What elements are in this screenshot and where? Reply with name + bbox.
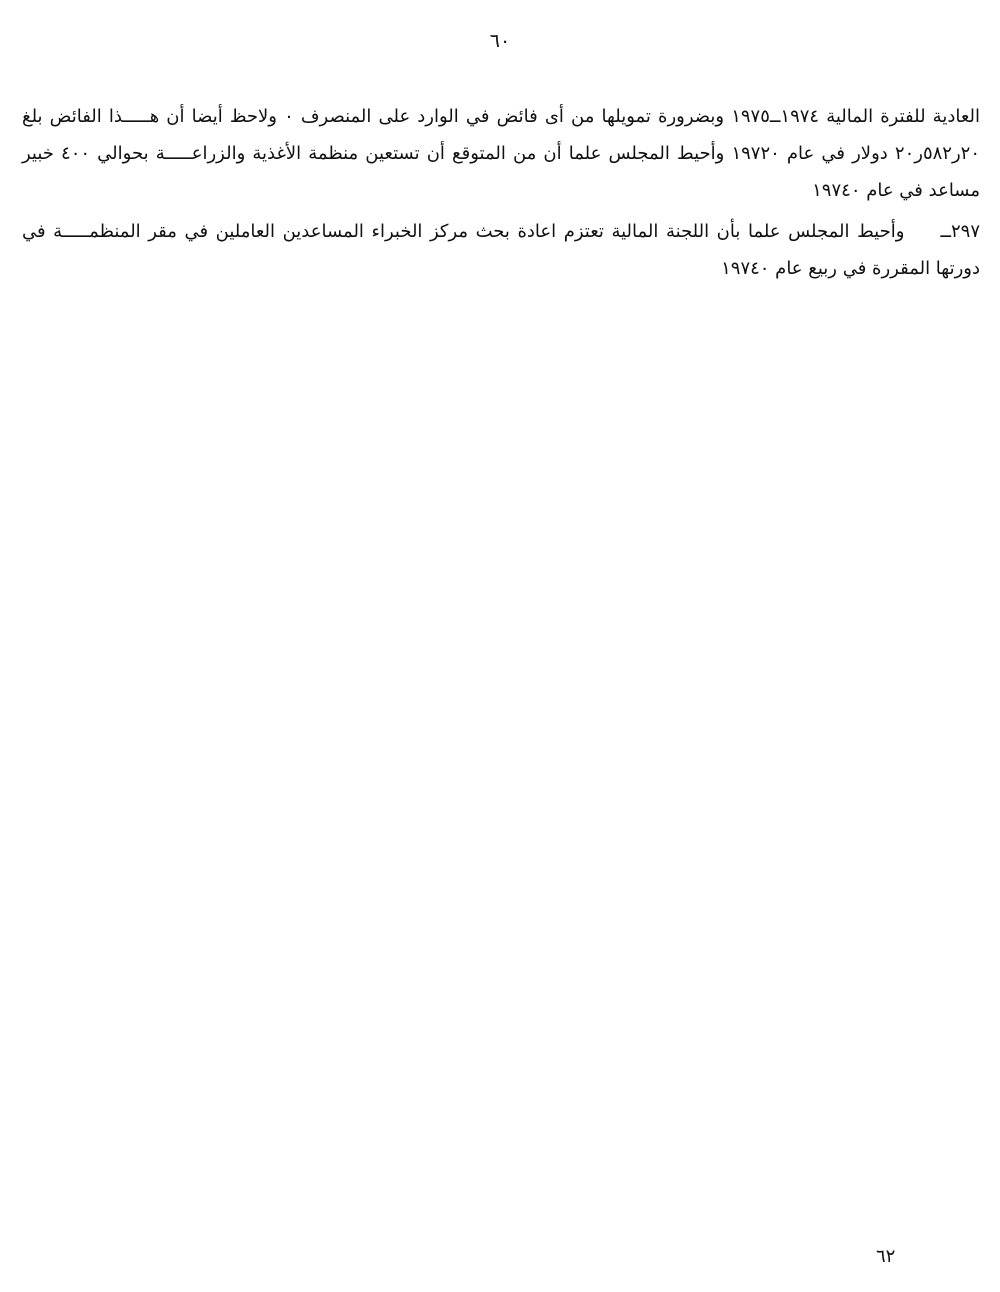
- paragraph-number: ٢٩٧ــ: [940, 221, 980, 242]
- page-number-footer: ٦٢: [876, 1246, 896, 1267]
- paragraph-text: وأحيط المجلس علما بأن اللجنة المالية تعتزم اعادة بحث مركز الخبراء المساعدين العاملين في مقر المنظمـــــة في دورتها المقررة في ربيع عام ١٩٧٤٠: [22, 221, 980, 279]
- paragraph-297: [22, 213, 980, 287]
- page-number-header: ٦٠: [489, 30, 511, 52]
- paragraph-continuation: [22, 98, 980, 209]
- paragraph-text: العادية للفترة المالية ١٩٧٤ــ١٩٧٥ وبضرورة تمويلها من أى فائض في الوارد على المنصرف ٠ ولاحظ أيضا أن هـــــذا الفائض بلغ ٢٠ر٥٨٢ر٢٠ دولار في عام ١٩٧٢٠ وأحيط المجلس علما أن من المتوقع أن تستعين منظمة الأغذية والزراعـــــة بحوالي ٤٠٠ خبير مساعد في عام ١٩٧٤٠: [22, 106, 981, 201]
- document-body: [22, 98, 980, 287]
